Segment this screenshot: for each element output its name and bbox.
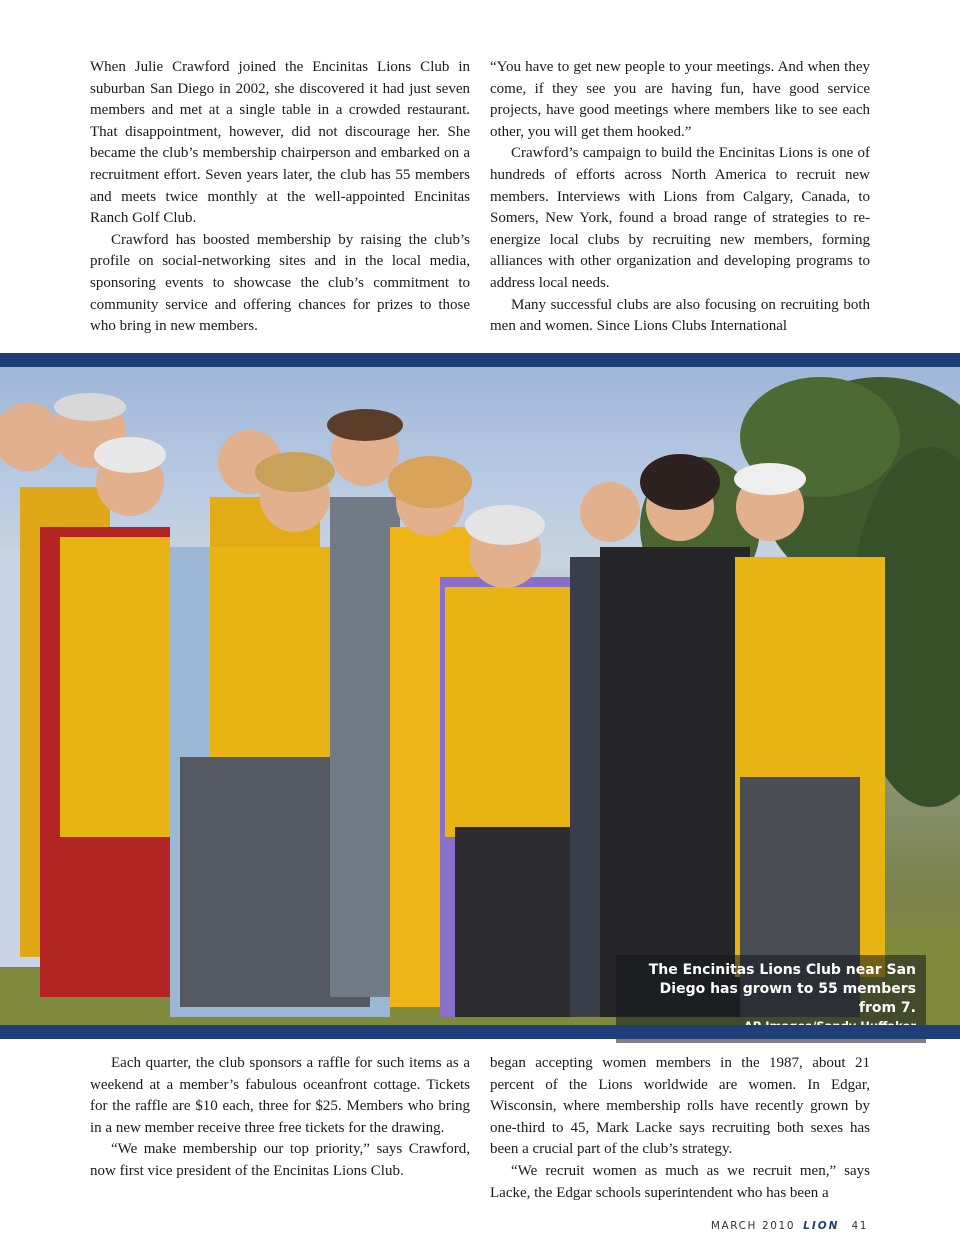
- photo-border-top: [0, 353, 960, 367]
- paragraph: “We make membership our top priority,” says Crawford, now first vice president of the Encinitas Lions Club.: [90, 1141, 470, 1179]
- paragraph: began accepting women members in the 1987, about 21 percent of the Lions worldwide are women. In Edgar, Wisconsin, where membership rolls have recently grown by one-third to 45, Mark Lacke says recruiting both sexes has been a crucial part of the club’s strategy.: [490, 1055, 870, 1158]
- paragraph: “You have to get new people to your meetings. And when they come, if they see you are having fun, have good service projects, have good meetings where members like to see each other, you will get them hooked.”: [490, 59, 870, 140]
- page-footer: [711, 1220, 868, 1232]
- magazine-name: LION: [803, 1220, 840, 1232]
- issue-date: MARCH 2010: [710, 1220, 796, 1232]
- paragraph: Crawford has boosted membership by raising the club’s profile on social-networking sites and in the local media, sponsoring events to showcase the club’s commitment to community service and offering chances for prizes to those who bring in new members.: [90, 231, 470, 335]
- paragraph: Many successful clubs are also focusing on recruiting both men and women. Since Lions Clubs International: [490, 296, 870, 335]
- article-column-top-left: [90, 57, 470, 338]
- paragraph: Each quarter, the club sponsors a raffle for such items as a weekend at a member’s fabulous oceanfront cottage. Tickets for the raffle are $10 each, three for $25. Members who bring in a new member receive three free tickets for the drawing.: [90, 1055, 470, 1136]
- group-photo: [0, 367, 960, 1025]
- photo-border-bottom: [0, 1025, 960, 1039]
- article-column-top-right: [490, 57, 870, 338]
- article-column-bottom-left: [90, 1053, 470, 1183]
- paragraph: “We recruit women as much as we recruit men,” says Lacke, the Edgar schools superintendent who has been a: [490, 1162, 870, 1201]
- article-column-bottom-right: [490, 1053, 870, 1204]
- paragraph: When Julie Crawford joined the Encinitas Lions Club in suburban San Diego in 2002, she discovered it had just seven members and met at a single table in a crowded restaurant. That disappointment, however, did not discourage her. She became the club’s membership chairperson and embarked on a recruitment effort. Seven years later, the club has 55 members and meets twice monthly at the well-appointed Encinitas Ranch Golf Club.: [90, 59, 470, 227]
- caption-text: The Encinitas Lions Club near San Diego has grown to 55 members from 7.: [648, 962, 916, 1016]
- group-photo-illustration: [0, 367, 960, 1025]
- page-number: 41: [851, 1220, 868, 1232]
- paragraph: Crawford’s campaign to build the Encinitas Lions is one of hundreds of efforts across North America to recruit new members. Interviews with Lions from Calgary, Canada, to Somers, New York, found a broad range of strategies to re-energize local clubs by recruiting new members, forming alliances with other organization and developing programs to address local needs.: [490, 145, 870, 291]
